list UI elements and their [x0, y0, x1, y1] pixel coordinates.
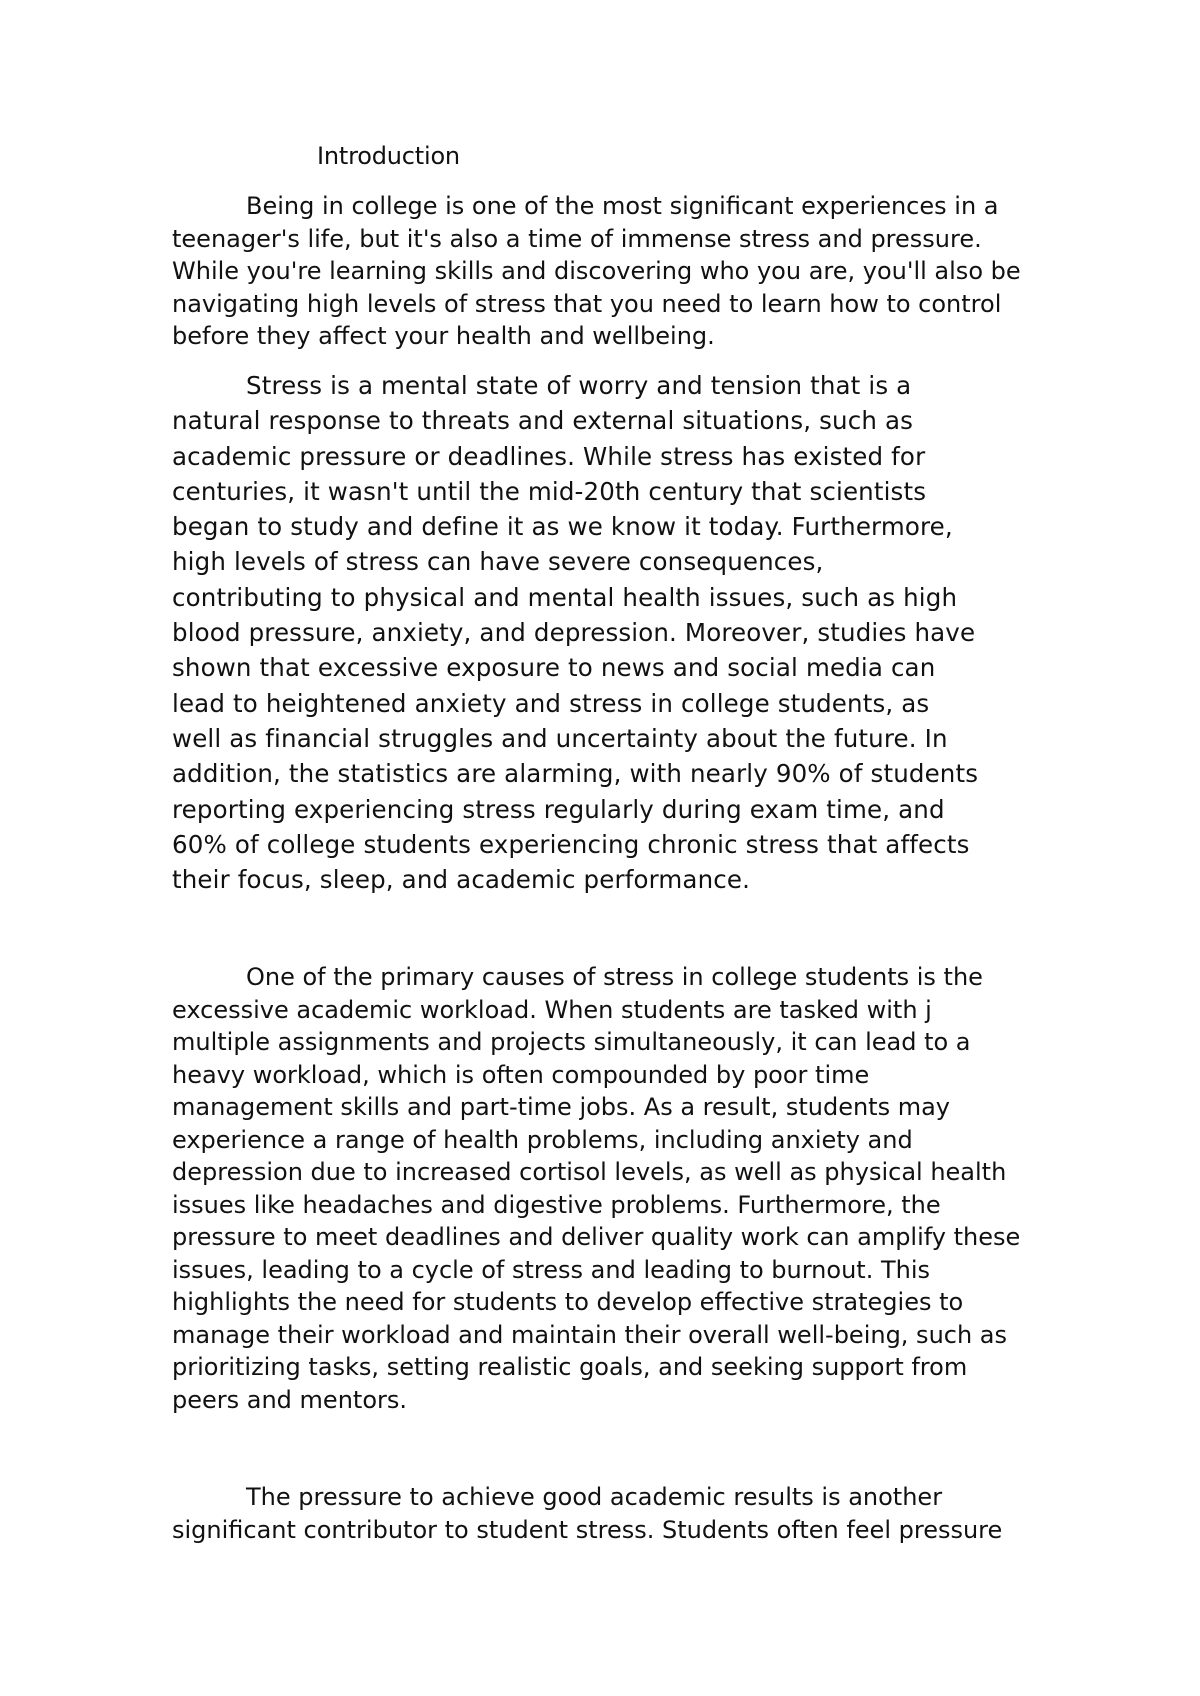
- paragraph-line: navigating high levels of stress that you need to learn how to control: [172, 289, 1002, 318]
- paragraph-line: Being in college is one of the most significant experiences in a: [246, 192, 999, 220]
- paragraph-line: high levels of stress can have severe consequences,: [172, 547, 824, 577]
- paragraph-line: multiple assignments and projects simultaneously, it can lead to a: [172, 1028, 971, 1056]
- paragraph-line: issues like headaches and digestive problems. Furthermore, the: [172, 1190, 941, 1219]
- paragraph-line: academic pressure or deadlines. While stress has existed for: [172, 441, 926, 471]
- paragraph-line: manage their workload and maintain their overall well-being, such as: [172, 1320, 1008, 1349]
- paragraph-line: 60% of college students experiencing chronic stress that affects: [172, 829, 970, 859]
- paragraph-line: lead to heightened anxiety and stress in college students, as: [172, 688, 930, 718]
- paragraph-line: heavy workload, which is often compounded by poor time: [172, 1060, 870, 1089]
- paragraph-line: their focus, sleep, and academic performance.: [172, 865, 751, 895]
- paragraph-line: experience a range of health problems, including anxiety and: [172, 1125, 913, 1154]
- paragraph-line: prioritizing tasks, setting realistic goals, and seeking support from: [172, 1353, 968, 1381]
- paragraph-line: blood pressure, anxiety, and depression. Moreover, studies have: [172, 618, 976, 648]
- paragraph-line: teenager's life, but it's also a time of immense stress and pressure.: [172, 224, 982, 253]
- paragraph-line: issues, leading to a cycle of stress and leading to burnout. This: [172, 1255, 930, 1284]
- paragraph-line: addition, the statistics are alarming, with nearly 90% of students: [172, 759, 979, 789]
- paragraph-2: [172, 368, 1052, 897]
- paragraph-line: natural response to threats and external situations, such as: [172, 406, 914, 436]
- paragraph-line: significant contributor to student stress. Students often feel pressure: [172, 1515, 1003, 1544]
- paragraph-line: highlights the need for students to develop effective strategies to: [172, 1288, 964, 1316]
- paragraph-1: [172, 190, 1052, 353]
- paragraph-line: excessive academic workload. When students are tasked with j: [172, 995, 932, 1024]
- document-heading: Introduction: [317, 142, 460, 170]
- paragraph-line: depression due to increased cortisol levels, as well as physical health: [172, 1158, 1007, 1186]
- paragraph-line: management skills and part-time jobs. As a result, students may: [172, 1093, 951, 1121]
- paragraph-line: Stress is a mental state of worry and tension that is a: [246, 371, 912, 400]
- paragraph-line: One of the primary causes of stress in college students is the: [246, 963, 983, 991]
- paragraph-3: [172, 961, 1052, 1416]
- paragraph-line: The pressure to achieve good academic results is another: [246, 1483, 943, 1511]
- paragraph-line: before they affect your health and wellbeing.: [172, 322, 715, 351]
- paragraph-line: pressure to meet deadlines and deliver quality work can amplify these: [172, 1223, 1021, 1251]
- paragraph-line: centuries, it wasn't until the mid-20th century that scientists: [172, 476, 927, 506]
- paragraph-line: began to study and define it as we know it today. Furthermore,: [172, 512, 953, 542]
- paragraph-line: While you're learning skills and discovering who you are, you'll also be: [172, 257, 1021, 286]
- paragraph-line: reporting experiencing stress regularly during exam time, and: [172, 794, 945, 824]
- paragraph-4: [172, 1481, 1052, 1546]
- paragraph-line: well as financial struggles and uncertainty about the future. In: [172, 723, 948, 753]
- paragraph-line: contributing to physical and mental health issues, such as high: [172, 582, 958, 612]
- paragraph-line: shown that excessive exposure to news and social media can: [172, 653, 936, 683]
- paragraph-line: peers and mentors.: [172, 1385, 407, 1414]
